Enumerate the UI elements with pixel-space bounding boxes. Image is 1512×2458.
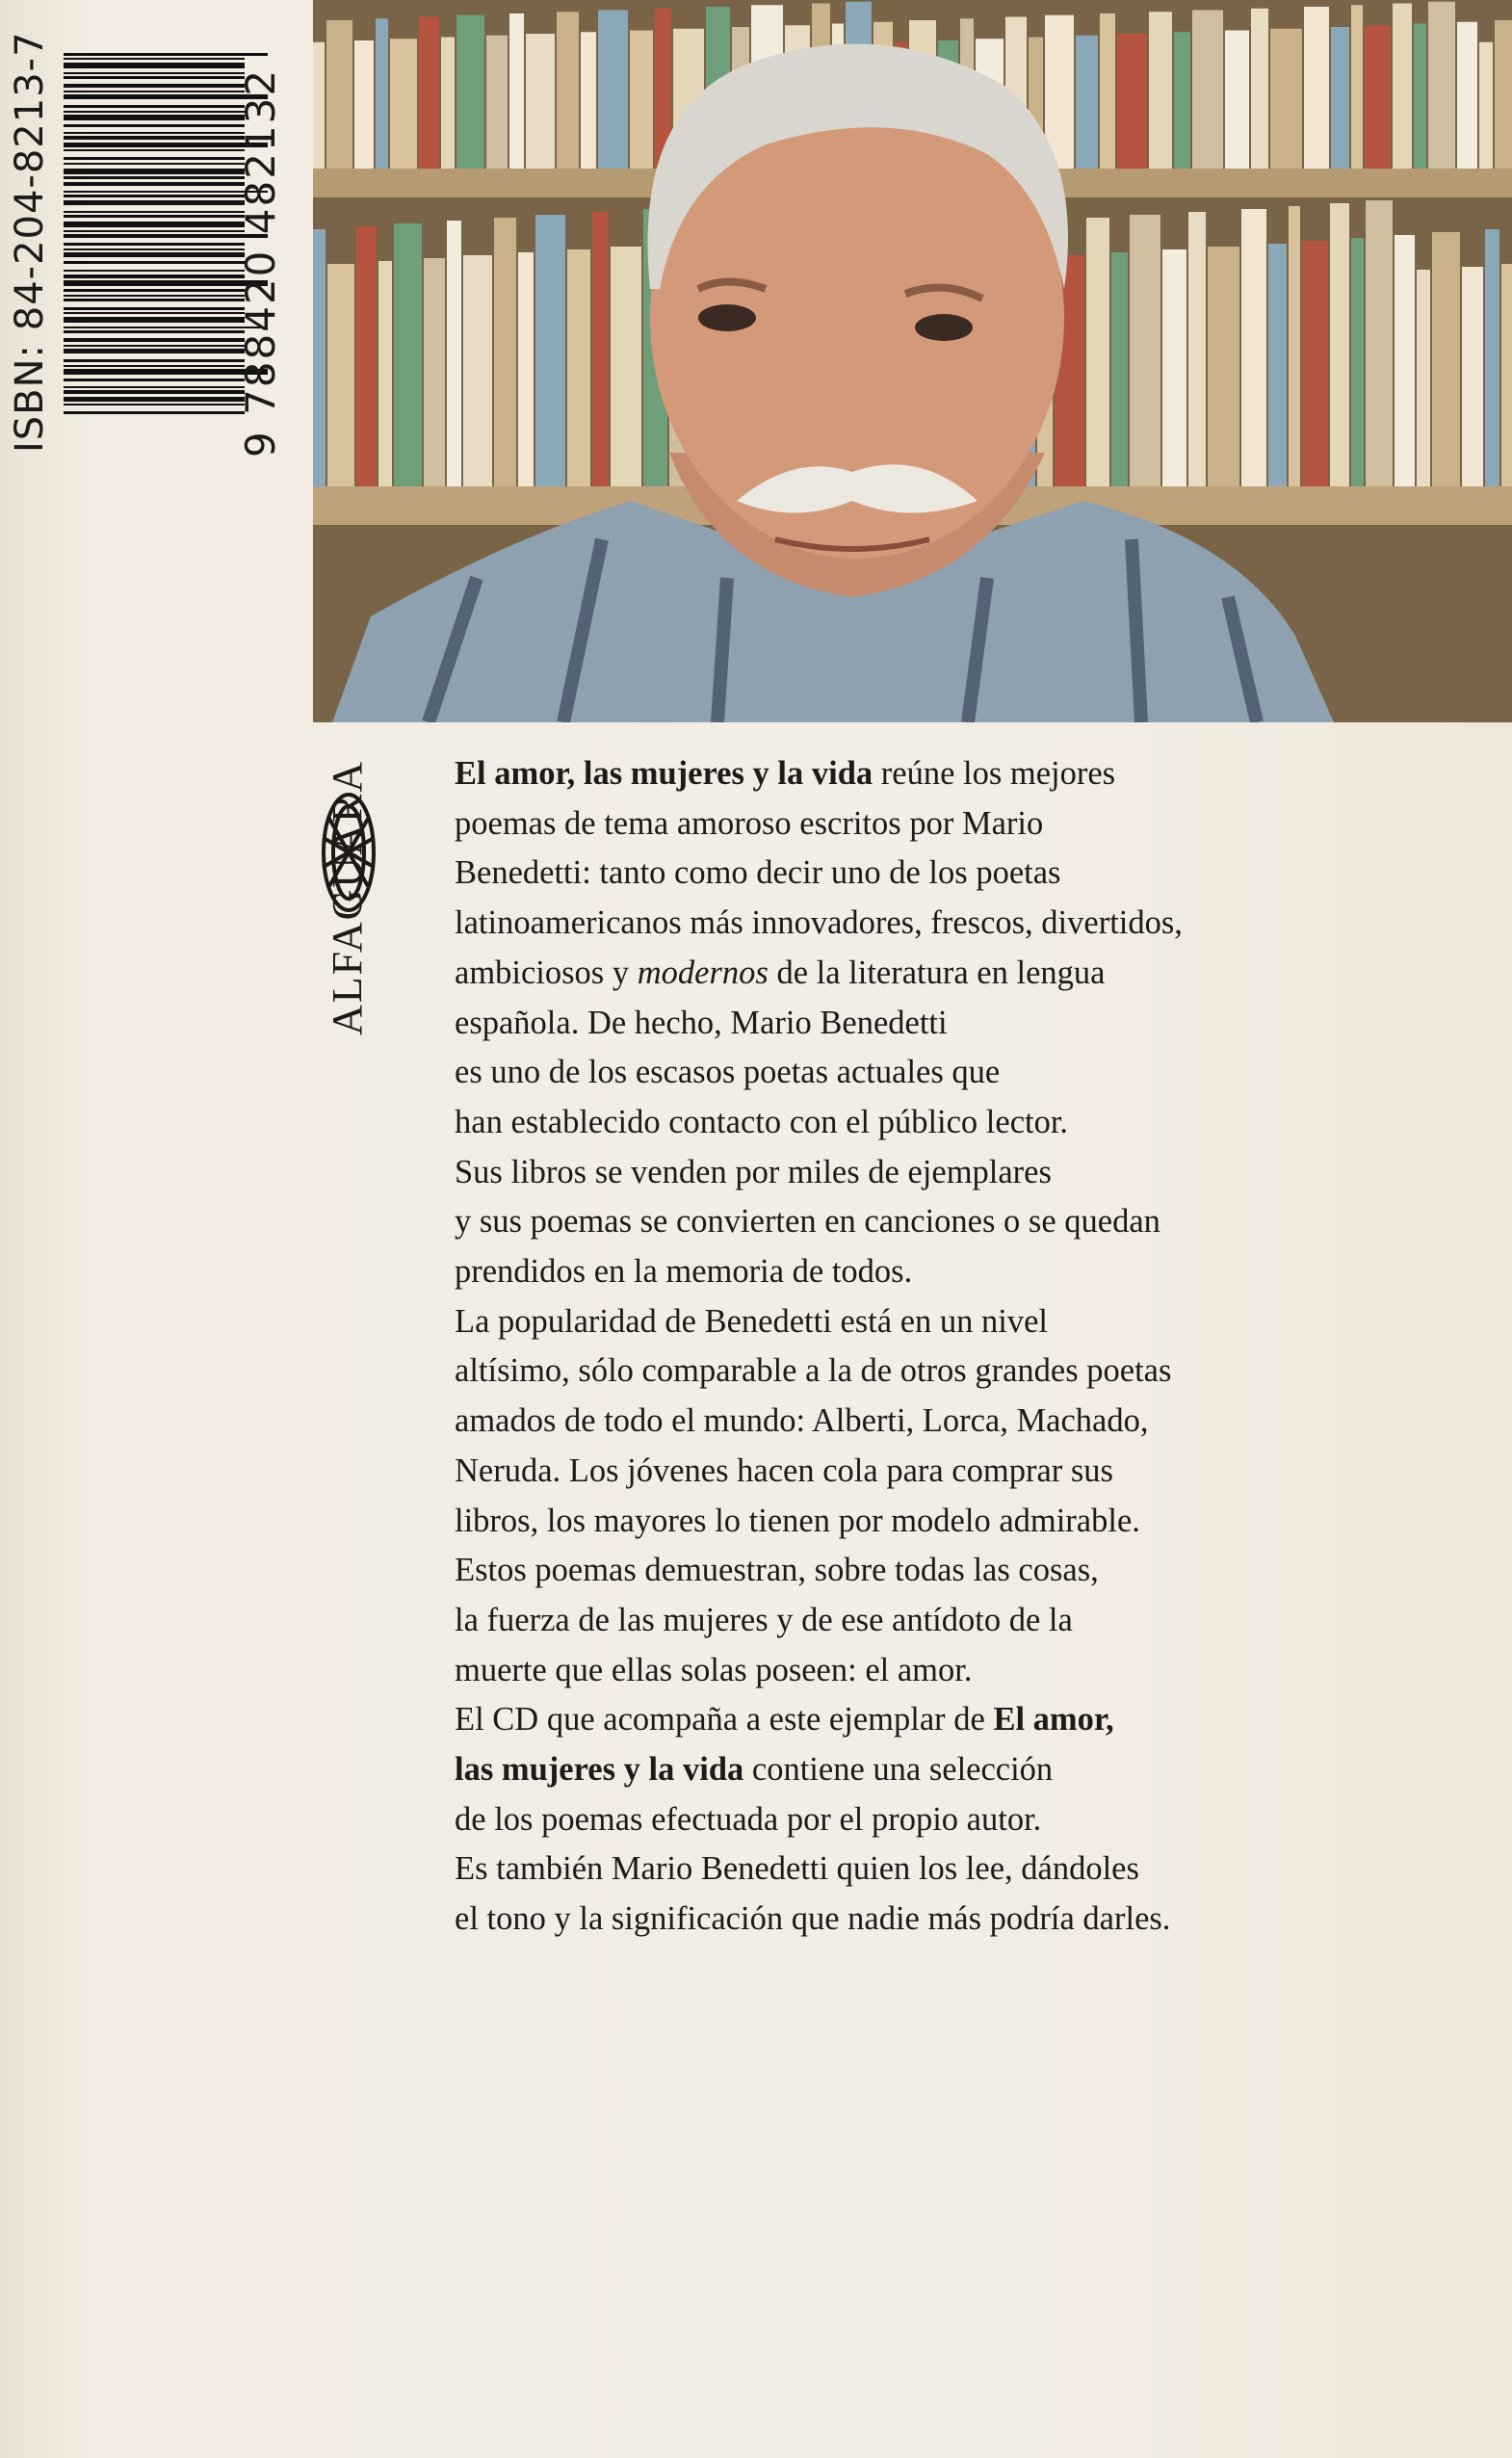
blurb-segment: es uno de los escasos poetas actuales que [455, 1054, 1001, 1091]
barcode-bar [64, 195, 245, 197]
book-spine [494, 218, 516, 486]
blurb-line [455, 1148, 1475, 1198]
barcode-bar [64, 275, 245, 278]
barcode-bar [64, 157, 245, 160]
book-spine [1302, 241, 1328, 486]
blurb-segment: reúne los mejores [873, 755, 1116, 792]
barcode-bar [64, 345, 245, 347]
blurb-line [455, 1895, 1475, 1945]
book-spine [1365, 25, 1391, 169]
barcode-bar [64, 222, 245, 227]
blurb-line [455, 1397, 1475, 1447]
barcode-bar [64, 397, 245, 402]
blurb-segment: de los poemas efectuada por el propio autor. [455, 1800, 1042, 1838]
blurb-segment: El amor, [993, 1701, 1114, 1739]
blurb-text [455, 749, 1475, 1945]
barcode-bar [64, 359, 245, 362]
barcode-bar [64, 252, 245, 257]
book-spine [1351, 5, 1363, 169]
book-spine [1330, 203, 1349, 486]
book-spine [356, 226, 377, 486]
book-spine [463, 255, 492, 486]
book-spine [313, 42, 325, 169]
blurb-segment: Es también Mario Benedetti quien los lee, dándoles [455, 1850, 1139, 1888]
blurb-segment: Neruda. Los jóvenes hacen cola para comprar sus [455, 1451, 1113, 1489]
blurb-segment: muerte que ellas solas poseen: el amor. [455, 1651, 973, 1688]
book-spine [1174, 32, 1190, 169]
book-spine [1086, 218, 1109, 486]
barcode-bar [64, 312, 245, 314]
book-spine [1462, 267, 1483, 486]
barcode-bar [64, 58, 245, 60]
book-spine [1479, 42, 1493, 169]
blurb-segment: Estos poemas demuestran, sobre todas las cosas, [455, 1552, 1099, 1589]
book-spine [394, 223, 422, 486]
blurb-line [455, 1546, 1475, 1596]
blurb-line [455, 1347, 1475, 1397]
blurb-line [455, 1646, 1475, 1696]
barcode-bar [64, 386, 245, 388]
barcode-bar [64, 136, 245, 140]
book-spine [376, 18, 388, 169]
blurb-line [455, 1844, 1475, 1895]
book-spine [1100, 13, 1115, 169]
book-spine [535, 215, 565, 486]
book-spine [518, 252, 534, 486]
book-spine [1251, 9, 1268, 169]
barcode-bar [64, 390, 245, 394]
barcode-bar [64, 215, 245, 218]
barcode-bar [64, 307, 245, 310]
blurb-line [455, 849, 1475, 899]
book-spine [598, 11, 628, 170]
book-spine [1501, 264, 1512, 486]
barcode-bar [64, 149, 245, 151]
blurb-segment: las mujeres y la vida [455, 1751, 744, 1789]
barcode-bar [64, 289, 245, 292]
book-spine [1395, 235, 1415, 486]
book-spine [1241, 209, 1266, 486]
blurb-segment: Sus libros se venden por miles de ejemplares [455, 1153, 1052, 1190]
book-spine [424, 258, 445, 486]
book-spine [557, 12, 579, 169]
book-spine [1192, 11, 1223, 170]
blurb-line [455, 1596, 1475, 1646]
barcode-bar [64, 299, 245, 301]
blurb-segment: altísimo, sólo comparable a la de otros grandes poetas [455, 1352, 1172, 1390]
blurb-line [455, 1695, 1475, 1745]
blurb-segment: contiene una selección [743, 1751, 1054, 1789]
blurb-segment: el tono y la significación que nadie más podría darles. [455, 1900, 1171, 1938]
blurb-segment: amados de todo el mundo: Alberti, Lorca, Machado, [455, 1402, 1149, 1440]
book-spine [1457, 22, 1477, 169]
blurb-segment: El amor, las mujeres y la vida [455, 755, 873, 792]
blurb-line [455, 1497, 1475, 1547]
book-spine [390, 39, 417, 169]
book-spine [441, 38, 455, 170]
book-spine [581, 32, 596, 169]
author-photo [313, 0, 1512, 722]
blurb-line [455, 899, 1475, 949]
book-spine [526, 34, 555, 169]
book-spine [1162, 249, 1186, 486]
book-spine [1111, 252, 1128, 486]
barcode-bar [64, 261, 245, 264]
blurb-segment: la fuerza de las mujeres y de ese antídoto de la [455, 1601, 1073, 1638]
book-spine [326, 20, 352, 169]
barcode-number: 9 788420 482132 [237, 67, 284, 458]
barcode-bar [64, 230, 245, 232]
barcode-bar [64, 211, 245, 213]
blurb-line [455, 1297, 1475, 1347]
barcode-bar [64, 124, 245, 127]
book-spine [313, 229, 326, 486]
blurb-segment: Benedetti: tanto como decir uno de los poetas [455, 854, 1061, 892]
blurb-line [455, 1098, 1475, 1148]
book-spine [1351, 238, 1364, 486]
barcode-bar [64, 76, 245, 79]
barcode-bar [64, 182, 245, 186]
book-spine [1117, 34, 1147, 169]
book-spine [1393, 4, 1412, 170]
book-spine [1417, 270, 1430, 486]
barcode-bar [64, 132, 245, 134]
blurb-line [455, 799, 1475, 850]
isbn-label: ISBN: 84-204-8213-7 [8, 31, 52, 453]
barcode-bar [64, 115, 245, 120]
barcode-bar [64, 72, 245, 74]
book-spine [1414, 24, 1426, 170]
barcode-bar [64, 248, 245, 250]
book-spine [1149, 12, 1172, 169]
book-spine [1268, 244, 1287, 486]
blurb-segment: han establecido contacto con el público lector. [455, 1103, 1069, 1140]
book-spine [509, 13, 524, 169]
book-spine [1289, 206, 1300, 486]
blurb-line [455, 1247, 1475, 1297]
blurb-line [455, 749, 1475, 799]
barcode-bar [64, 53, 268, 56]
book-spine [486, 36, 508, 169]
blurb-segment: libros, los mayores lo tienen por modelo admirable. [455, 1502, 1140, 1539]
blurb-line [455, 1197, 1475, 1247]
book-spine [419, 17, 439, 170]
barcode-bar [64, 349, 245, 353]
blurb-line [455, 949, 1475, 999]
barcode-bar [64, 317, 245, 323]
book-spine [1270, 29, 1302, 169]
barcode-bar [64, 379, 245, 381]
barcode-bar [64, 163, 245, 165]
barcode-bar [64, 330, 245, 333]
publisher-logo-text: ALFAGUARA [324, 759, 371, 1035]
blurb-line [455, 1745, 1475, 1795]
book-spine [1331, 27, 1349, 169]
barcode-bar [64, 411, 245, 414]
barcode-bar [64, 63, 245, 68]
book-spine [1495, 20, 1512, 169]
blurb-line [455, 1795, 1475, 1845]
blurb-line [455, 999, 1475, 1049]
barcode-bar [64, 84, 245, 88]
book-spine [1428, 2, 1455, 169]
blurb-segment: El CD que acompaña a este ejemplar de [455, 1701, 994, 1739]
blurb-line [455, 1447, 1475, 1497]
book-spine [447, 221, 461, 486]
blurb-segment: ambiciosos y [455, 954, 638, 991]
barcode-bar [64, 404, 245, 405]
book-spine [378, 261, 392, 486]
book-spine [1304, 7, 1329, 169]
blurb-segment: La popularidad de Benedetti está en un nivel [455, 1302, 1048, 1340]
blurb-segment: de la literatura en lengua [768, 954, 1106, 991]
barcode-bar [64, 105, 245, 108]
book-spine [1130, 215, 1160, 486]
barcode-bar [64, 200, 245, 205]
barcode-bar [64, 243, 245, 246]
barcode-bar [64, 338, 245, 342]
barcode-bar [64, 270, 245, 272]
blurb-segment: poemas de tema amoroso escritos por Mario [455, 804, 1044, 842]
book-spine [1076, 36, 1098, 169]
barcode-bar [64, 295, 245, 297]
barcode-bar [64, 91, 245, 92]
blurb-segment: y sus poemas se convierten en canciones o se quedan [455, 1203, 1160, 1241]
book-spine [1208, 247, 1239, 486]
blurb-segment: prendidos en la memoria de todos. [455, 1253, 913, 1291]
book-spine [327, 264, 354, 486]
barcode-bar [64, 169, 245, 174]
book-spine [1188, 212, 1206, 486]
book-spine [592, 212, 609, 486]
book-spine [456, 15, 484, 169]
book-spine [1225, 31, 1249, 170]
barcode-bar [64, 111, 245, 113]
book-spine [567, 249, 590, 486]
book-spine [630, 31, 653, 170]
barcode-bar [64, 365, 245, 367]
blurb-segment: latinoamericanos más innovadores, frescos, divertidos, [455, 904, 1183, 942]
book-spine [1366, 200, 1393, 486]
barcode-bar [64, 176, 245, 179]
blurb-segment: española. De hecho, Mario Benedetti [455, 1004, 948, 1041]
book-spine [1432, 232, 1460, 486]
blurb-segment: modernos [637, 954, 769, 991]
book-spine [1485, 229, 1499, 486]
book-spine [354, 40, 374, 169]
blurb-line [455, 1048, 1475, 1098]
book-spine [611, 247, 641, 486]
